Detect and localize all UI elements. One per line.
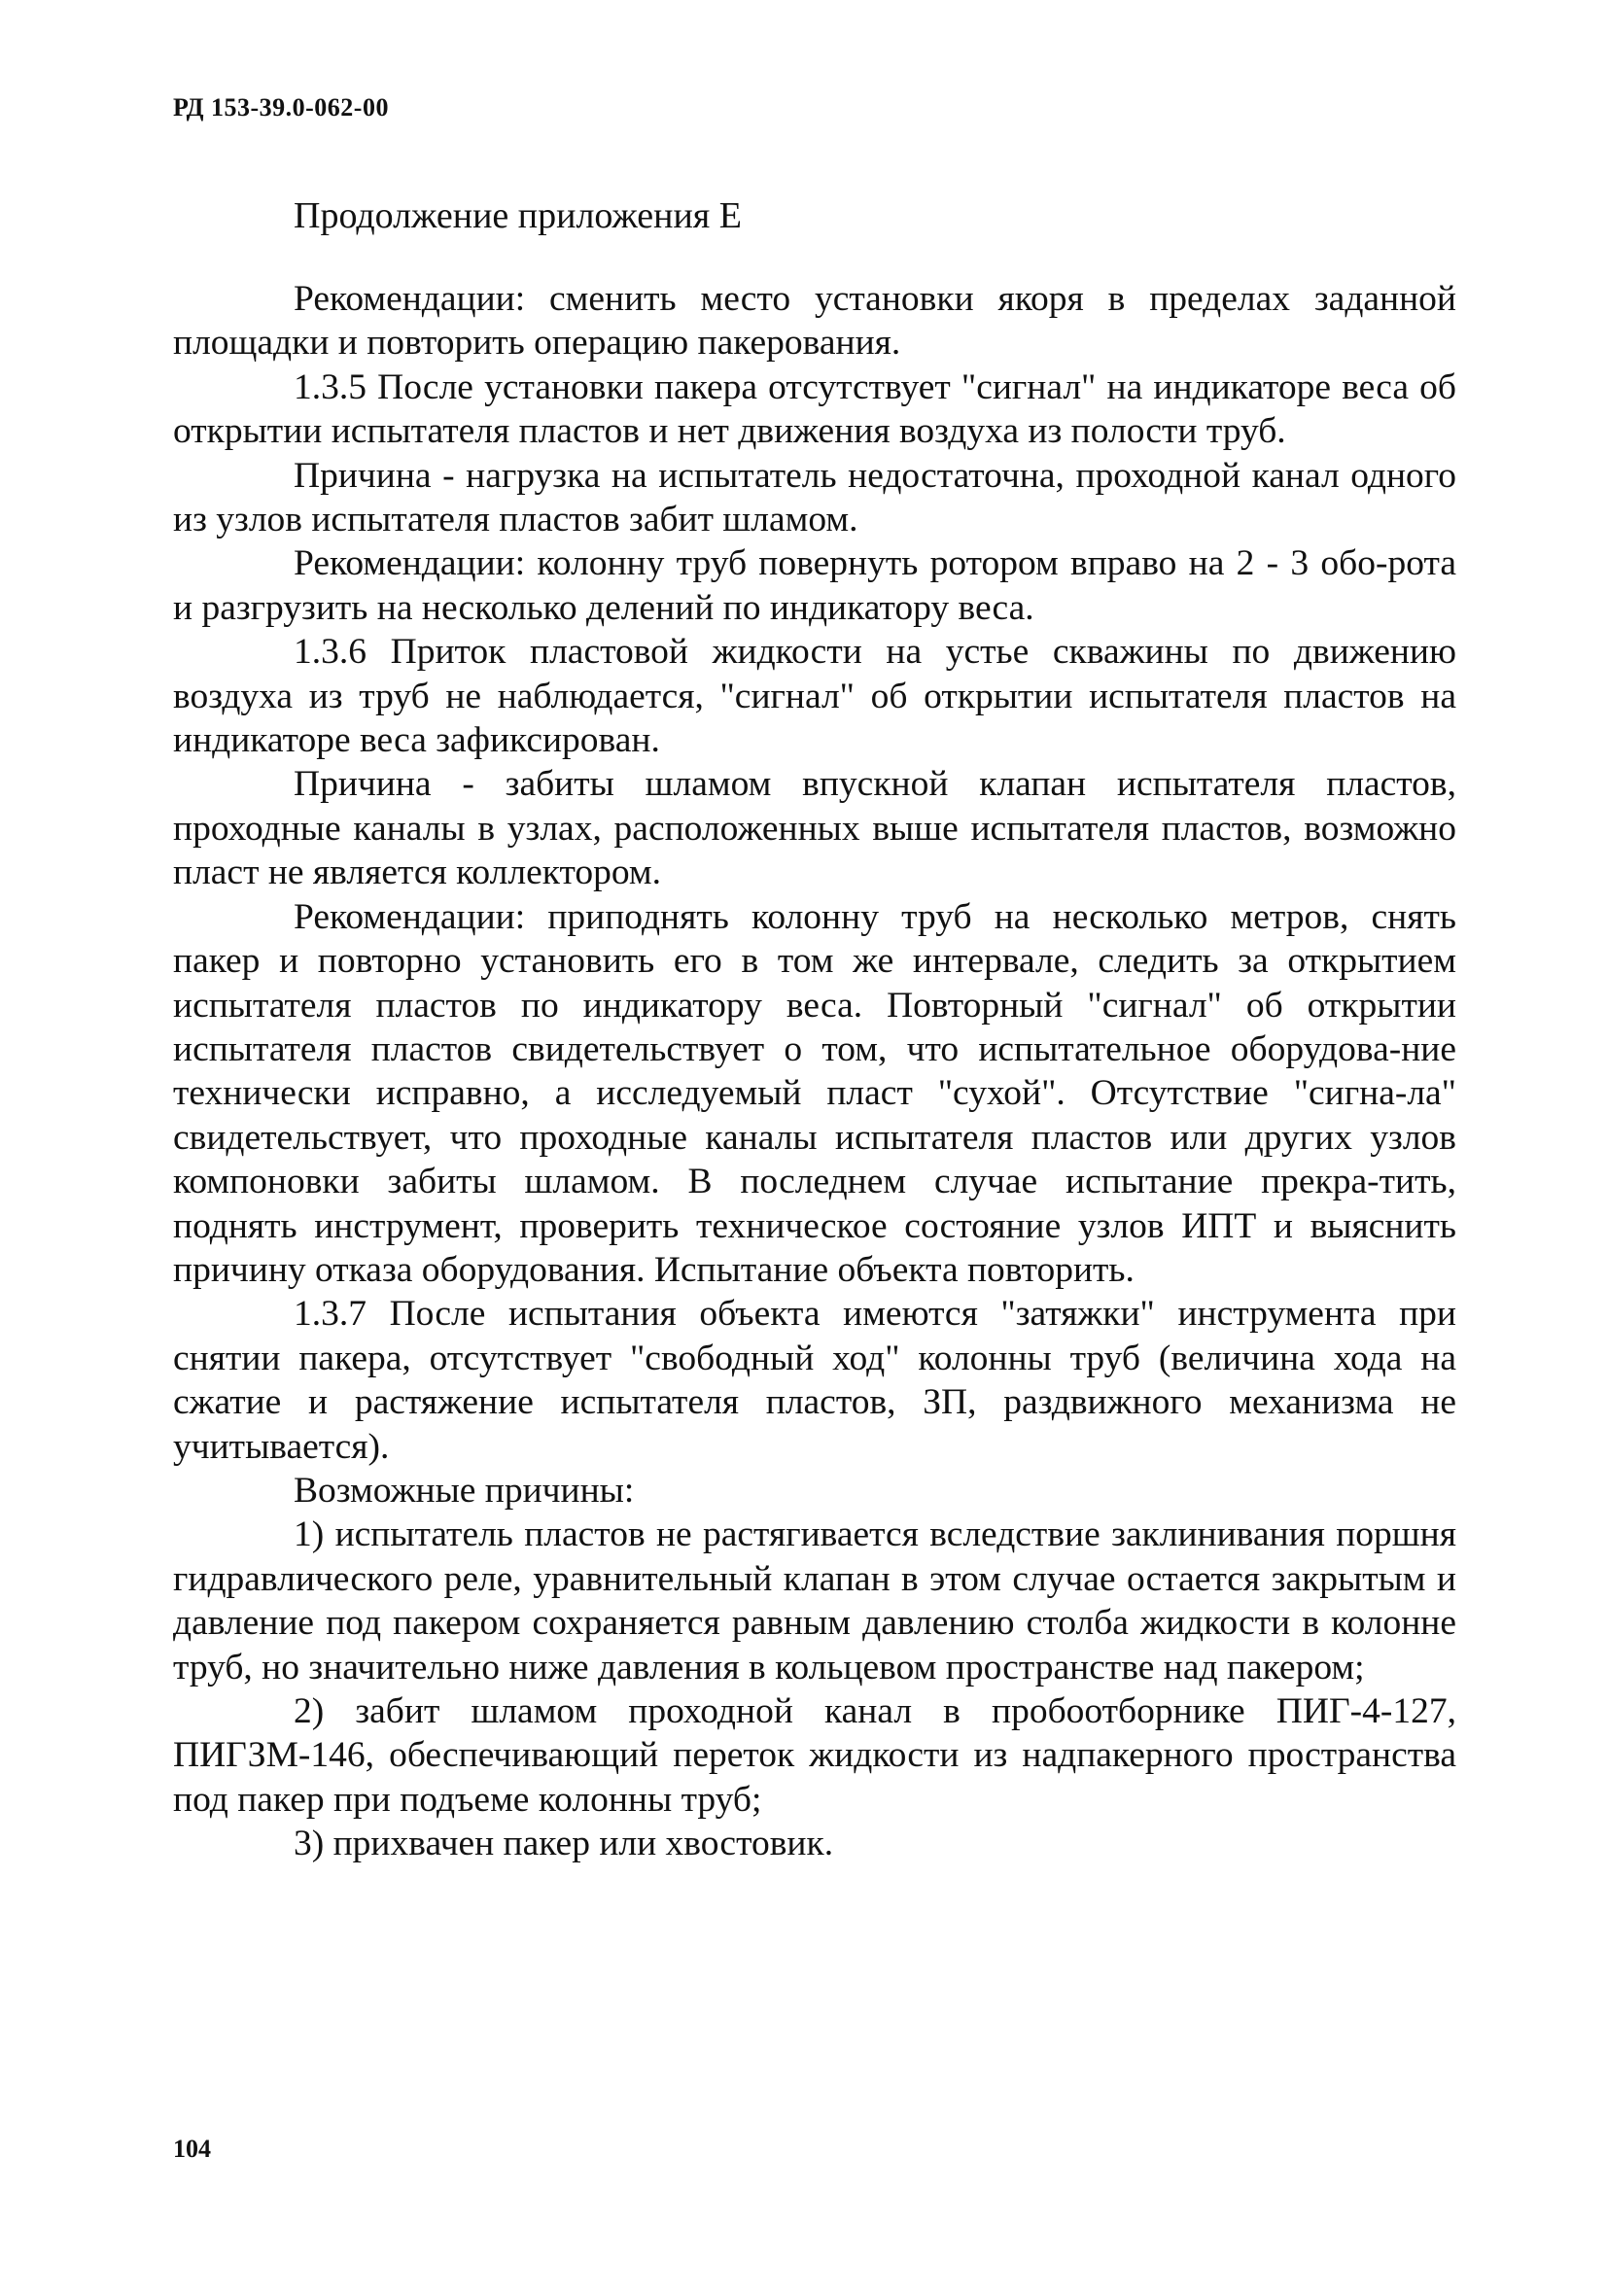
page-number: 104 — [173, 2135, 211, 2163]
paragraph: 1) испытатель пластов не растягивается вследствие заклинивания поршня гидравлического реле, уравнительный клапан в этом случае остается закрытым и давление под пакером сохраняется равным давлению столба жидкости в колонне труб, но значительно ниже давления в кольцевом пространстве над пакером; — [173, 1514, 1456, 1687]
paragraph: 3) прихвачен пакер или хвостовик. — [294, 1824, 834, 1864]
paragraph: Возможные причины: — [294, 1470, 635, 1511]
paragraph: Причина - нагрузка на испытатель недостаточна, проходной канал одного из узлов испытателя пластов забит шламом. — [173, 455, 1456, 540]
paragraph: Рекомендации: колонну труб повернуть ротором вправо на 2 - 3 обо-рота и разгрузить на несколько делений по индикатору веса. — [173, 543, 1456, 628]
appendix-subtitle: Продолжение приложения Е — [294, 195, 742, 236]
paragraph: 1.3.7 После испытания объекта имеются "затяжки" инструмента при снятии пакера, отсутствует "свободный ход" колонны труб (величина хода на сжатие и растяжение испытателя пластов, ЗП, раздвижного механизма не учитывается). — [173, 1294, 1456, 1467]
paragraph: Рекомендации: сменить место установки якоря в пределах заданной площадки и повторить операцию пакерования. — [173, 279, 1456, 364]
paragraph: 2) забит шламом проходной канал в пробоотборнике ПИГ-4-127, ПИГЗМ-146, обеспечивающий переток жидкости из надпакерного пространства под пакер при подъеме колонны труб; — [173, 1691, 1456, 1820]
document-body — [173, 277, 1456, 1866]
paragraph: 1.3.6 Приток пластовой жидкости на устье скважины по движению воздуха из труб не наблюдается, "сигнал" об открытии испытателя пластов на индикаторе веса зафиксирован. — [173, 632, 1456, 761]
paragraph: Причина - забиты шламом впускной клапан испытателя пластов, проходные каналы в узлах, расположенных выше испытателя пластов, возможно пласт не является коллектором. — [173, 764, 1456, 893]
document-code: РД 153-39.0-062-00 — [173, 93, 389, 122]
paragraph: 1.3.5 После установки пакера отсутствует "сигнал" на индикаторе веса об открытии испытателя пластов и нет движения воздуха из полости труб. — [173, 366, 1456, 452]
paragraph: Рекомендации: приподнять колонну труб на несколько метров, снять пакер и повторно установить его в том же интервале, следить за открытием испытателя пластов по индикатору веса. Повторный "сигнал" об открытии испытателя пластов свидетельствует о том, что испытательное оборудова-ние технически исправно, а исследуемый пласт "сухой". Отсутствие "сигна-ла" свидетельствует, что проходные каналы испытателя пластов или других узлов компоновки забиты шламом. В последнем случае испытание прекра-тить, поднять инструмент, проверить техническое состояние узлов ИПТ и выяснить причину отказа оборудования. Испытание объекта повторить. — [173, 896, 1456, 1290]
